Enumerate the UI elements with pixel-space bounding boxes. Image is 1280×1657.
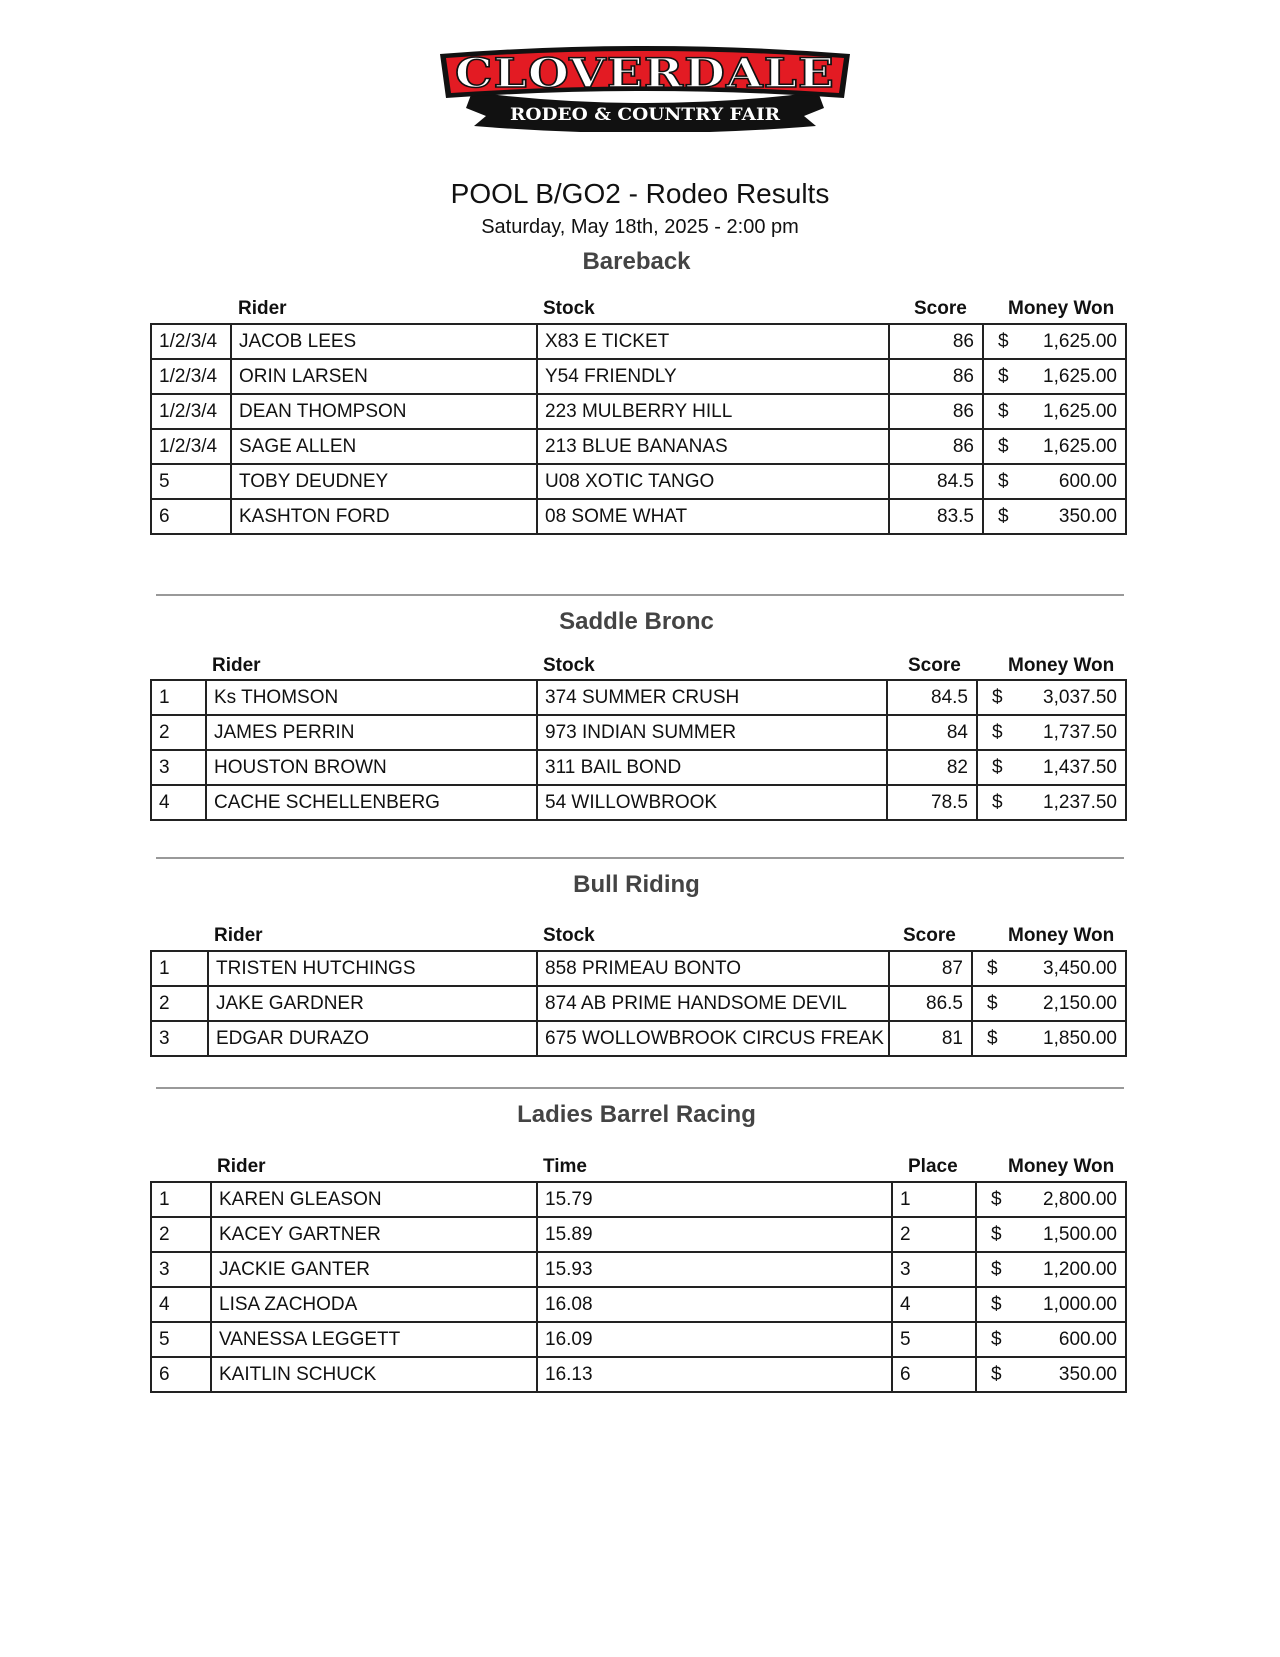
- table-row: [151, 785, 1126, 820]
- table-row: [151, 359, 1126, 394]
- score-cell: 81: [889, 1021, 972, 1056]
- score-cell: 82: [887, 750, 977, 785]
- currency-symbol: $: [991, 1223, 1002, 1245]
- money-cell: [977, 785, 1126, 820]
- place-cell: 1: [151, 1182, 211, 1217]
- stock-cell: X83 E TICKET: [537, 324, 889, 359]
- money-amount: 1,625.00: [1043, 365, 1117, 387]
- section-title: Bull Riding: [573, 871, 700, 898]
- currency-symbol: $: [992, 686, 1003, 708]
- table-row: [151, 499, 1126, 534]
- results-table: [150, 950, 1127, 1057]
- money-cell: [976, 1287, 1126, 1322]
- currency-symbol: $: [992, 721, 1003, 743]
- rider-cell: HOUSTON BROWN: [206, 750, 537, 785]
- col-header-money: Money Won: [1008, 925, 1115, 946]
- money-cell: [977, 750, 1126, 785]
- score-cell: 84.5: [889, 464, 983, 499]
- place-cell: 2: [151, 715, 206, 750]
- currency-symbol: $: [992, 756, 1003, 778]
- score-cell: 84.5: [887, 680, 977, 715]
- place-cell: 2: [151, 1217, 211, 1252]
- place-cell: 1/2/3/4: [151, 429, 231, 464]
- score-cell: 4: [892, 1287, 976, 1322]
- col-header-rider: Rider: [214, 925, 263, 946]
- score-cell: 78.5: [887, 785, 977, 820]
- stock-cell: Y54 FRIENDLY: [537, 359, 889, 394]
- place-cell: 1: [151, 951, 208, 986]
- score-cell: 5: [892, 1322, 976, 1357]
- rider-cell: TOBY DEUDNEY: [231, 464, 537, 499]
- section-title: Bareback: [582, 248, 691, 275]
- rider-cell: VANESSA LEGGETT: [211, 1322, 537, 1357]
- col-header-score: Score: [903, 925, 956, 946]
- place-cell: 3: [151, 1252, 211, 1287]
- col-header-money: Money Won: [1008, 1156, 1115, 1177]
- money-amount: 350.00: [1058, 505, 1117, 527]
- rider-cell: KASHTON FORD: [231, 499, 537, 534]
- table-row: [151, 1287, 1126, 1322]
- rider-cell: KAITLIN SCHUCK: [211, 1357, 537, 1392]
- currency-symbol: $: [991, 1188, 1002, 1210]
- table-row: [151, 715, 1126, 750]
- currency-symbol: $: [992, 791, 1003, 813]
- money-amount: 1,850.00: [1043, 1027, 1117, 1049]
- money-cell: [976, 1217, 1126, 1252]
- logo-main-text: CLOVERDALE: [455, 50, 835, 97]
- page-subtitle: Saturday, May 18th, 2025 - 2:00 pm: [481, 216, 799, 238]
- money-cell: [972, 951, 1126, 986]
- money-amount: 1,437.50: [1043, 756, 1117, 778]
- money-amount: 1,000.00: [1043, 1293, 1117, 1315]
- score-cell: 86: [889, 429, 983, 464]
- money-cell: [976, 1322, 1126, 1357]
- money-amount: 1,625.00: [1043, 400, 1117, 422]
- money-amount: 1,625.00: [1043, 330, 1117, 352]
- rider-cell: EDGAR DURAZO: [208, 1021, 537, 1056]
- score-cell: 84: [887, 715, 977, 750]
- cloverdale-logo: [432, 40, 858, 132]
- rider-cell: TRISTEN HUTCHINGS: [208, 951, 537, 986]
- stock-cell: 213 BLUE BANANAS: [537, 429, 889, 464]
- money-amount: 1,237.50: [1043, 791, 1117, 813]
- score-cell: 86.5: [889, 986, 972, 1021]
- col-header-time: Time: [543, 1156, 588, 1177]
- table-row: [151, 680, 1126, 715]
- stock-cell: 16.08: [537, 1287, 892, 1322]
- rider-cell: JACKIE GANTER: [211, 1252, 537, 1287]
- score-cell: 86: [889, 324, 983, 359]
- table-row: [151, 394, 1126, 429]
- money-cell: [977, 680, 1126, 715]
- section-divider: [156, 594, 1124, 596]
- table-body: [151, 951, 1126, 1056]
- money-cell: [976, 1357, 1126, 1392]
- col-header-money: Money Won: [1008, 655, 1115, 676]
- money-cell: [976, 1182, 1126, 1217]
- money-amount: 1,500.00: [1043, 1223, 1117, 1245]
- place-cell: 3: [151, 1021, 208, 1056]
- money-amount: 3,450.00: [1043, 957, 1117, 979]
- money-amount: 600.00: [1058, 470, 1117, 492]
- currency-symbol: $: [991, 1258, 1002, 1280]
- score-cell: 83.5: [889, 499, 983, 534]
- currency-symbol: $: [998, 330, 1009, 352]
- money-amount: 2,150.00: [1043, 992, 1117, 1014]
- page-title: POOL B/GO2 - Rodeo Results: [450, 178, 830, 209]
- table-row: [151, 1322, 1126, 1357]
- stock-cell: 223 MULBERRY HILL: [537, 394, 889, 429]
- currency-symbol: $: [998, 505, 1009, 527]
- score-cell: 1: [892, 1182, 976, 1217]
- money-amount: 600.00: [1058, 1328, 1117, 1350]
- currency-symbol: $: [991, 1293, 1002, 1315]
- money-amount: 3,037.50: [1043, 686, 1117, 708]
- rider-cell: CACHE SCHELLENBERG: [206, 785, 537, 820]
- stock-cell: 311 BAIL BOND: [537, 750, 887, 785]
- table-row: [151, 1252, 1126, 1287]
- col-header-stock: Stock: [543, 925, 595, 946]
- table-row: [151, 324, 1126, 359]
- money-cell: [977, 715, 1126, 750]
- table-row: [151, 429, 1126, 464]
- money-amount: 1,737.50: [1043, 721, 1117, 743]
- results-table: [150, 1181, 1127, 1393]
- stock-cell: 15.93: [537, 1252, 892, 1287]
- logo-sub-text: RODEO & COUNTRY FAIR: [510, 105, 781, 125]
- currency-symbol: $: [991, 1363, 1002, 1385]
- stock-cell: 675 WOLLOWBROOK CIRCUS FREAK: [537, 1021, 889, 1056]
- score-cell: 2: [892, 1217, 976, 1252]
- rider-cell: ORIN LARSEN: [231, 359, 537, 394]
- col-header-score: Score: [908, 655, 961, 676]
- money-amount: 350.00: [1058, 1363, 1117, 1385]
- col-header-stock: Stock: [543, 298, 595, 319]
- place-cell: 1: [151, 680, 206, 715]
- col-header-money: Money Won: [1008, 298, 1115, 319]
- currency-symbol: $: [998, 470, 1009, 492]
- place-cell: 2: [151, 986, 208, 1021]
- score-cell: 6: [892, 1357, 976, 1392]
- col-header-rider: Rider: [238, 298, 287, 319]
- money-cell: [972, 1021, 1126, 1056]
- col-header-place: Place: [908, 1156, 958, 1177]
- money-amount: 1,200.00: [1043, 1258, 1117, 1280]
- place-cell: 3: [151, 750, 206, 785]
- stock-cell: 08 SOME WHAT: [537, 499, 889, 534]
- place-cell: 1/2/3/4: [151, 359, 231, 394]
- money-cell: [983, 499, 1126, 534]
- col-header-stock: Stock: [543, 655, 595, 676]
- table-row: [151, 1182, 1126, 1217]
- currency-symbol: $: [987, 992, 998, 1014]
- col-header-rider: Rider: [212, 655, 261, 676]
- rider-cell: DEAN THOMPSON: [231, 394, 537, 429]
- rider-cell: LISA ZACHODA: [211, 1287, 537, 1322]
- rider-cell: JAKE GARDNER: [208, 986, 537, 1021]
- col-header-score: Score: [914, 298, 967, 319]
- section-divider: [156, 1087, 1124, 1089]
- section-title: Saddle Bronc: [559, 608, 714, 635]
- table-body: [151, 680, 1126, 820]
- stock-cell: 374 SUMMER CRUSH: [537, 680, 887, 715]
- results-table: [150, 323, 1127, 535]
- stock-cell: 15.79: [537, 1182, 892, 1217]
- money-cell: [983, 359, 1126, 394]
- table-row: [151, 1021, 1126, 1056]
- table-body: [151, 324, 1126, 534]
- stock-cell: U08 XOTIC TANGO: [537, 464, 889, 499]
- place-cell: 5: [151, 1322, 211, 1357]
- place-cell: 5: [151, 464, 231, 499]
- rider-cell: SAGE ALLEN: [231, 429, 537, 464]
- money-amount: 1,625.00: [1043, 435, 1117, 457]
- table-row: [151, 464, 1126, 499]
- table-row: [151, 1217, 1126, 1252]
- score-cell: 86: [889, 359, 983, 394]
- table-row: [151, 750, 1126, 785]
- rider-cell: KAREN GLEASON: [211, 1182, 537, 1217]
- stock-cell: 858 PRIMEAU BONTO: [537, 951, 889, 986]
- currency-symbol: $: [998, 400, 1009, 422]
- table-body: [151, 1182, 1126, 1392]
- place-cell: 1/2/3/4: [151, 324, 231, 359]
- table-row: [151, 951, 1126, 986]
- money-amount: 2,800.00: [1043, 1188, 1117, 1210]
- place-cell: 1/2/3/4: [151, 394, 231, 429]
- stock-cell: 16.09: [537, 1322, 892, 1357]
- money-cell: [976, 1252, 1126, 1287]
- money-cell: [983, 464, 1126, 499]
- money-cell: [983, 429, 1126, 464]
- money-cell: [983, 324, 1126, 359]
- stock-cell: 15.89: [537, 1217, 892, 1252]
- currency-symbol: $: [987, 1027, 998, 1049]
- results-table: [150, 679, 1127, 821]
- money-cell: [972, 986, 1126, 1021]
- stock-cell: 54 WILLOWBROOK: [537, 785, 887, 820]
- col-header-rider: Rider: [217, 1156, 266, 1177]
- score-cell: 87: [889, 951, 972, 986]
- place-cell: 4: [151, 1287, 211, 1322]
- table-row: [151, 986, 1126, 1021]
- section-divider: [156, 857, 1124, 859]
- currency-symbol: $: [998, 435, 1009, 457]
- table-row: [151, 1357, 1126, 1392]
- stock-cell: 874 AB PRIME HANDSOME DEVIL: [537, 986, 889, 1021]
- stock-cell: 973 INDIAN SUMMER: [537, 715, 887, 750]
- place-cell: 6: [151, 1357, 211, 1392]
- stock-cell: 16.13: [537, 1357, 892, 1392]
- rider-cell: JACOB LEES: [231, 324, 537, 359]
- rider-cell: JAMES PERRIN: [206, 715, 537, 750]
- score-cell: 86: [889, 394, 983, 429]
- score-cell: 3: [892, 1252, 976, 1287]
- section-title: Ladies Barrel Racing: [517, 1101, 756, 1128]
- rider-cell: KACEY GARTNER: [211, 1217, 537, 1252]
- currency-symbol: $: [991, 1328, 1002, 1350]
- currency-symbol: $: [987, 957, 998, 979]
- place-cell: 4: [151, 785, 206, 820]
- currency-symbol: $: [998, 365, 1009, 387]
- money-cell: [983, 394, 1126, 429]
- place-cell: 6: [151, 499, 231, 534]
- rider-cell: Ks THOMSON: [206, 680, 537, 715]
